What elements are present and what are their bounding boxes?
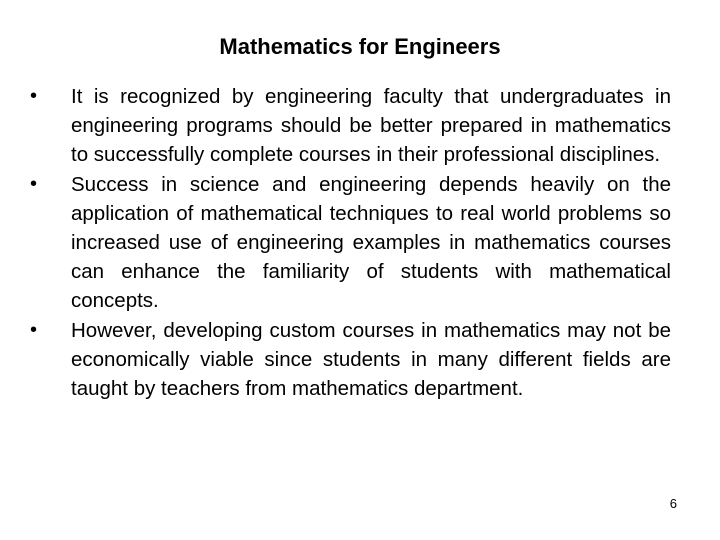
bullet-item	[28, 316, 671, 404]
bullet-text: However, developing custom courses in mathematics may not be economically viable since students in many different fields are taught by teachers from mathematics department.	[71, 318, 671, 401]
bullet-dot-icon: •	[30, 172, 38, 195]
bullet-text: Success in science and engineering depends heavily on the application of mathematical techniques to real world problems so increased use of engineering examples in mathematics courses can enhance the familiarity of students with mathematical concepts.	[71, 172, 671, 313]
bullet-dot-icon: •	[30, 85, 38, 107]
bullet-item	[28, 82, 671, 170]
page-number: 6	[669, 496, 677, 511]
bullet-dot-icon: •	[30, 318, 38, 341]
bullet-list	[28, 82, 671, 403]
bullet-text: It is recognized by engineering faculty that undergraduates in engineering programs should be better prepared in mathematics to successfully complete courses in their professional disciplines.	[71, 85, 671, 167]
slide-title: Mathematics for Engineers	[219, 34, 501, 59]
bullet-item	[28, 170, 671, 316]
